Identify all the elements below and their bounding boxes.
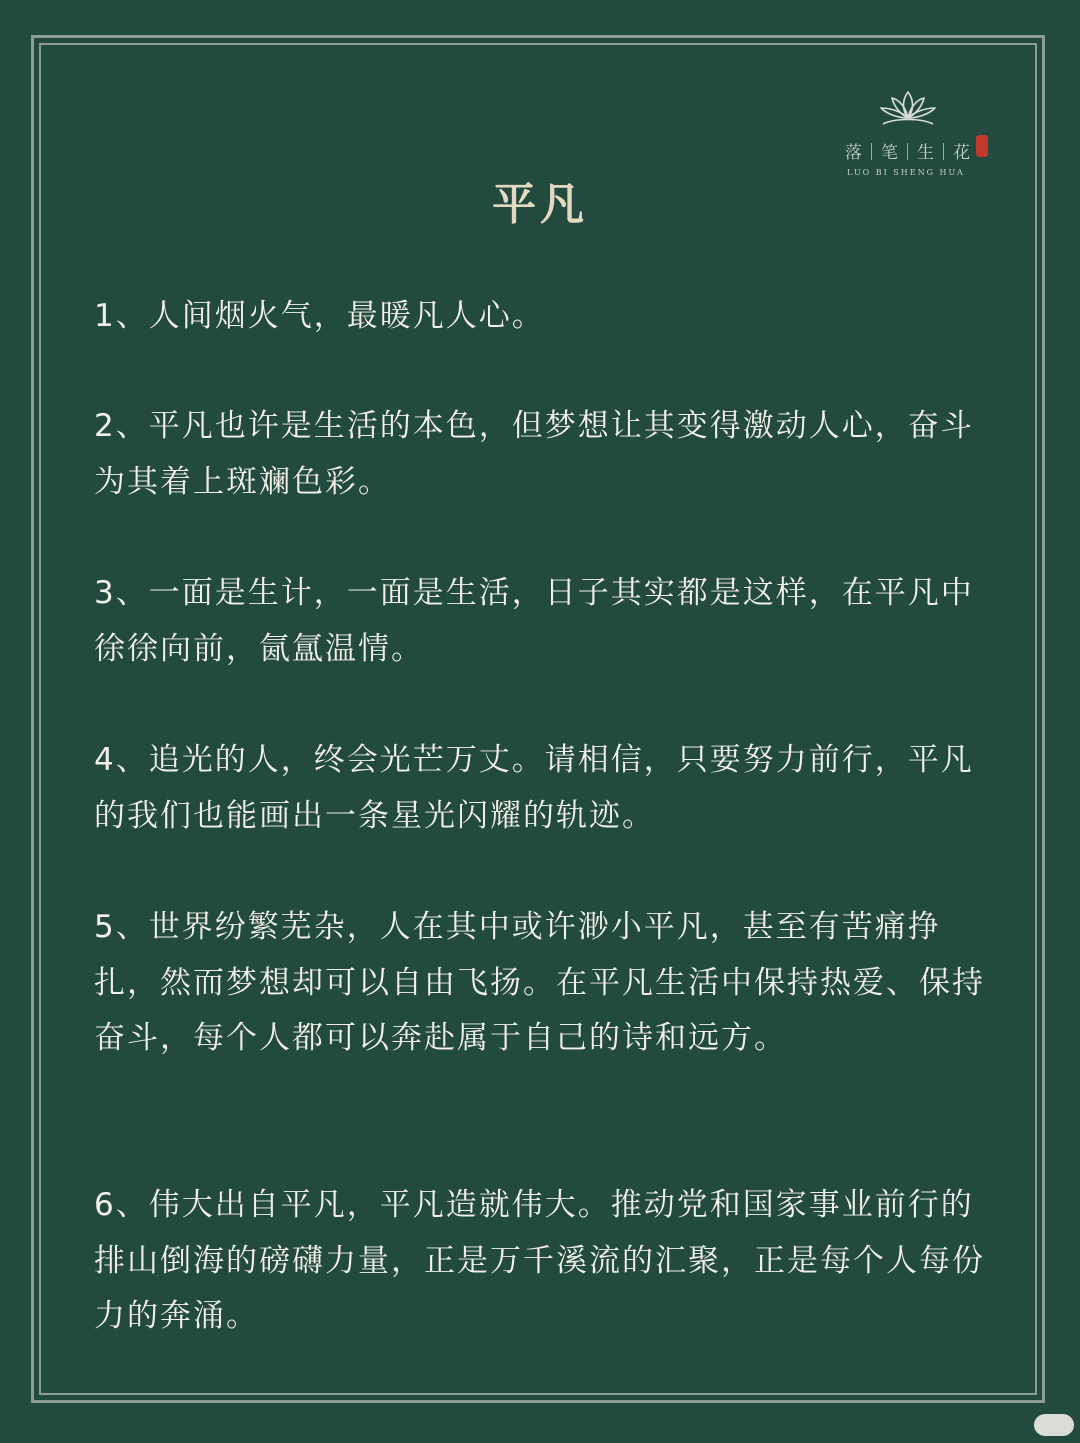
watermark-badge xyxy=(1034,1414,1074,1436)
page-title: 平凡 xyxy=(492,179,588,230)
seal-stamp xyxy=(976,135,988,157)
list-item-3: 3、一面是生计，一面是生活，日子其实都是这样，在平凡中徐徐向前，氤氲温情。 xyxy=(94,575,974,667)
logo-pinyin-text: LUO BI SHENG HUA xyxy=(847,168,965,177)
list-item-4: 4、追光的人，终会光芒万丈。请相信，只要努力前行，平凡的我们也能画出一条星光闪耀的轨迹。 xyxy=(94,742,974,834)
lotus-icon xyxy=(875,88,941,130)
list-item-5: 5、世界纷繁芜杂，人在其中或许渺小平凡，甚至有苦痛挣扎，然而梦想却可以自由飞扬。在平凡生活中保持热爱、保持奋斗，每个人都可以奔赴属于自己的诗和远方。 xyxy=(94,909,985,1056)
list-item-6: 6、伟大出自平凡，平凡造就伟大。推动党和国家事业前行的排山倒海的磅礴力量，正是万千溪流的汇聚，正是每个人每份力的奔涌。 xyxy=(94,1187,985,1334)
list-item-2: 2、平凡也许是生活的本色，但梦想让其变得激动人心，奋斗为其着上斑斓色彩。 xyxy=(94,408,974,500)
list-item-1: 1、人间烟火气，最暖凡人心。 xyxy=(94,298,545,334)
logo-chinese-text: 落｜笔｜生｜花 xyxy=(845,143,971,163)
